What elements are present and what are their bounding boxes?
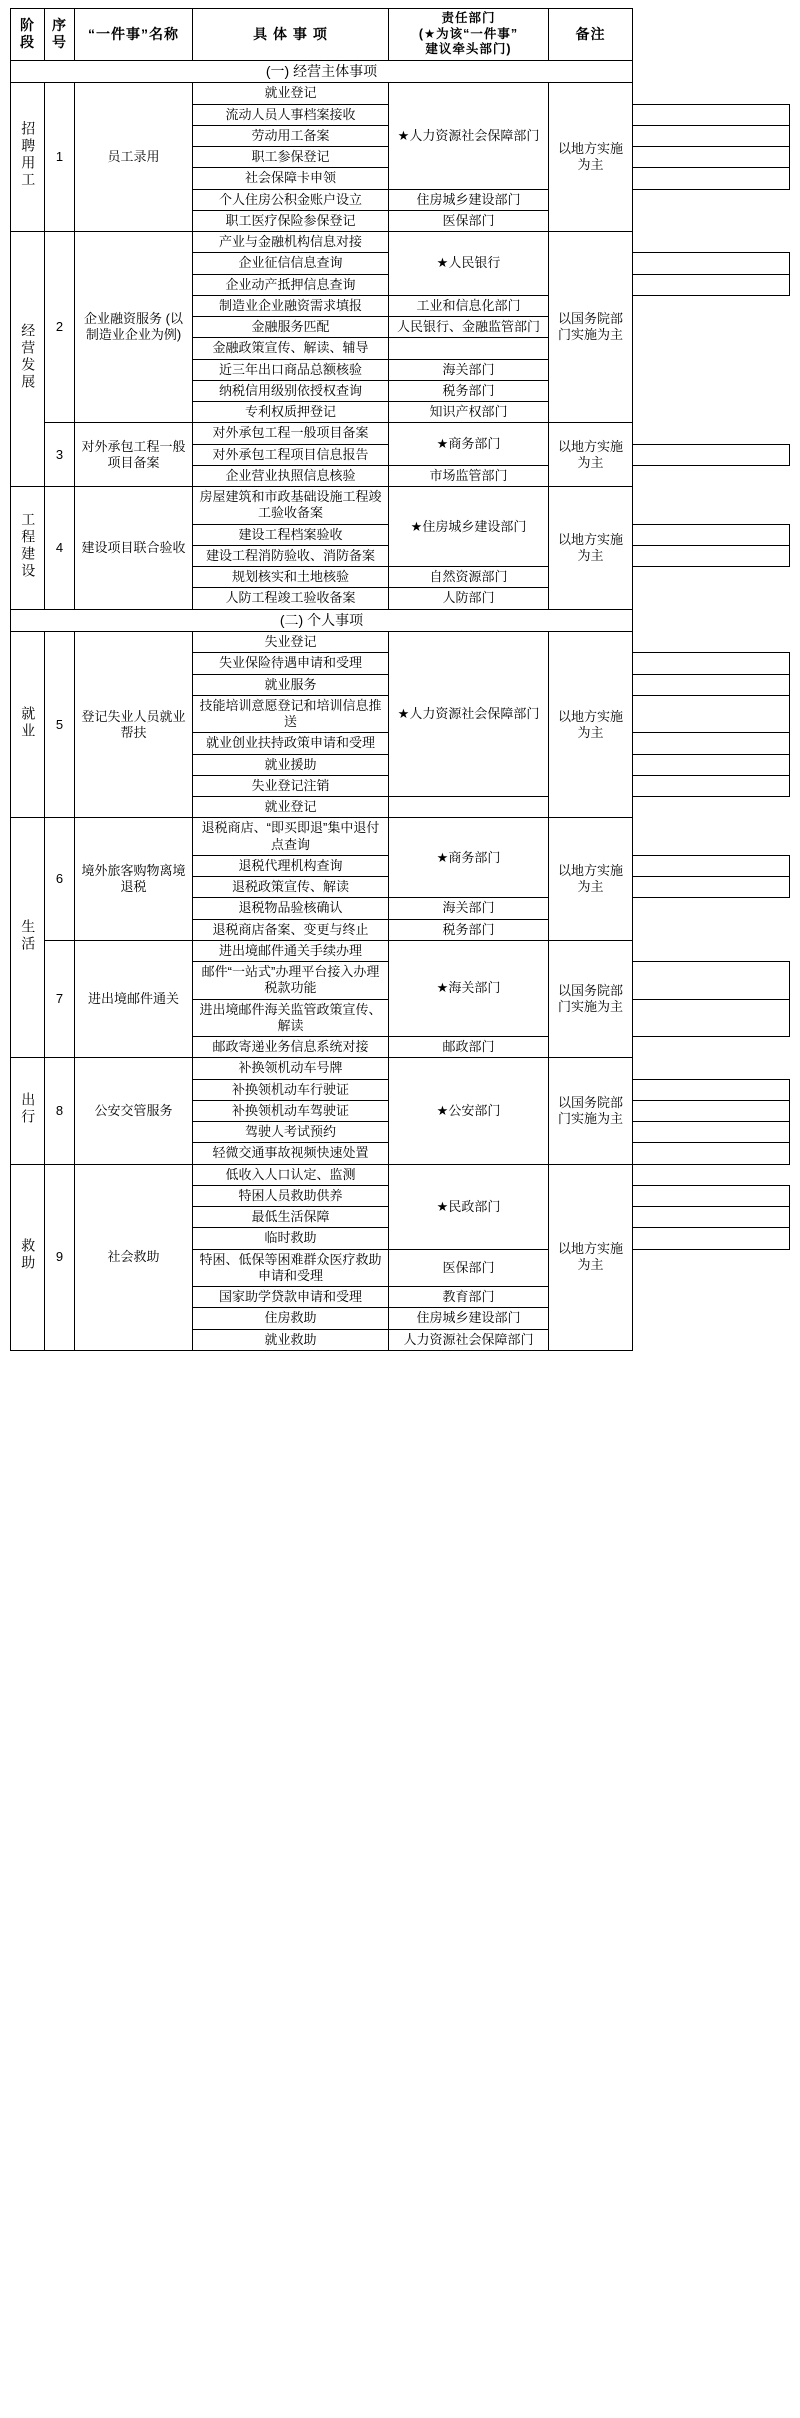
remark: 以地方实施为主 (549, 487, 633, 610)
matter-item: 就业援助 (193, 754, 389, 775)
table-row (11, 232, 790, 253)
matter-item: 就业登记 (193, 797, 389, 818)
responsible-department: ★民政部门 (389, 1164, 549, 1249)
section-label: (二) 个人事项 (11, 609, 633, 632)
matter-item: 就业登记 (193, 83, 389, 104)
responsible-department: 人防部门 (389, 588, 549, 609)
responsible-department: ★公安部门 (389, 1058, 549, 1164)
matter-item: 退税商店、“即买即退”集中退付点查询 (193, 818, 389, 856)
responsible-department (633, 545, 790, 566)
stage-cell (11, 818, 45, 1058)
matter-name: 境外旅客购物离境退税 (75, 818, 193, 941)
matter-item: 轻微交通事故视频快速处置 (193, 1143, 389, 1164)
responsible-department (633, 1079, 790, 1100)
section-row (11, 609, 790, 632)
remark: 以国务院部门实施为主 (549, 1058, 633, 1164)
header-department-line3: 建议牵头部门) (425, 42, 512, 57)
responsible-department (633, 999, 790, 1037)
matter-item: 建设工程消防验收、消防备案 (193, 545, 389, 566)
matter-name: 企业融资服务 (以制造业企业为例) (75, 232, 193, 423)
responsible-department: ★人力资源社会保障部门 (389, 632, 549, 797)
matter-item: 失业登记注销 (193, 775, 389, 796)
remark: 以地方实施为主 (549, 423, 633, 487)
matter-item: 社会保障卡申领 (193, 168, 389, 189)
responsible-department (633, 524, 790, 545)
remark: 以国务院部门实施为主 (549, 940, 633, 1058)
matter-item: 补换领机动车驾驶证 (193, 1100, 389, 1121)
row-number: 4 (45, 487, 75, 610)
matter-name: 对外承包工程一般项目备案 (75, 423, 193, 487)
header-remark: 备注 (549, 9, 633, 61)
header-name: “一件事”名称 (75, 9, 193, 61)
responsible-department: 人力资源社会保障部门 (389, 1329, 549, 1350)
stage-label: 就业 (20, 705, 37, 740)
matter-item: 补换领机动车号牌 (193, 1058, 389, 1079)
matters-table (10, 8, 790, 1351)
responsible-department (633, 147, 790, 168)
responsible-department (633, 1143, 790, 1164)
responsible-department (633, 855, 790, 876)
matter-item: 企业动产抵押信息查询 (193, 274, 389, 295)
header-items: 具 体 事 项 (193, 9, 389, 61)
responsible-department (633, 168, 790, 189)
responsible-department: 知识产权部门 (389, 402, 549, 423)
matter-item: 退税政策宣传、解读 (193, 877, 389, 898)
row-number: 7 (45, 940, 75, 1058)
stage-label: 招聘用工 (20, 121, 37, 190)
responsible-department: 工业和信息化部门 (389, 295, 549, 316)
responsible-department: ★人力资源社会保障部门 (389, 83, 549, 189)
header-department (389, 9, 549, 61)
responsible-department (633, 444, 790, 465)
matter-item: 临时救助 (193, 1228, 389, 1249)
matter-item: 失业登记 (193, 632, 389, 653)
matter-item: 金融政策宣传、解读、辅导 (193, 338, 389, 359)
matter-item: 退税商店备案、变更与终止 (193, 919, 389, 940)
stage-cell (11, 232, 45, 487)
responsible-department (633, 125, 790, 146)
responsible-department (633, 877, 790, 898)
matter-name: 建设项目联合验收 (75, 487, 193, 610)
matter-item: 特困、低保等困难群众医疗救助申请和受理 (193, 1249, 389, 1287)
stage-label: 经营发展 (20, 323, 37, 391)
stage-cell (11, 83, 45, 232)
matter-item: 企业征信信息查询 (193, 253, 389, 274)
row-number: 5 (45, 632, 75, 818)
stage-cell (11, 632, 45, 818)
matter-item: 失业保险待遇申请和受理 (193, 653, 389, 674)
responsible-department (633, 1122, 790, 1143)
matter-item: 特困人员救助供养 (193, 1185, 389, 1206)
responsible-department (633, 104, 790, 125)
stage-cell (11, 1058, 45, 1164)
matter-name: 员工录用 (75, 83, 193, 232)
stage-label: 出行 (20, 1091, 37, 1126)
responsible-department (633, 253, 790, 274)
matter-item: 制造业企业融资需求填报 (193, 295, 389, 316)
matter-item: 进出境邮件通关手续办理 (193, 940, 389, 961)
matter-name: 公安交管服务 (75, 1058, 193, 1164)
matter-name: 登记失业人员就业帮扶 (75, 632, 193, 818)
header-stage: 阶段 (11, 9, 45, 61)
responsible-department: 医保部门 (389, 1249, 549, 1287)
matter-item: 流动人员人事档案接收 (193, 104, 389, 125)
responsible-department (633, 274, 790, 295)
responsible-department: 人民银行、金融监管部门 (389, 317, 549, 338)
stage-cell (11, 1164, 45, 1350)
matter-item: 产业与金融机构信息对接 (193, 232, 389, 253)
matter-item: 职工医疗保险参保登记 (193, 210, 389, 231)
stage-label: 救助 (20, 1238, 37, 1273)
responsible-department: ★住房城乡建设部门 (389, 487, 549, 567)
section-row (11, 60, 790, 83)
responsible-department: 海关部门 (389, 898, 549, 919)
section-label: (一) 经营主体事项 (11, 60, 633, 83)
header-department-line1: 责任部门 (441, 11, 496, 25)
matter-item: 近三年出口商品总额核验 (193, 359, 389, 380)
matter-item: 劳动用工备案 (193, 125, 389, 146)
table-row (11, 1058, 790, 1079)
responsible-department (633, 1228, 790, 1249)
table-header (11, 9, 790, 61)
matter-item: 个人住房公积金账户设立 (193, 189, 389, 210)
responsible-department (633, 775, 790, 796)
matter-item: 技能培训意愿登记和培训信息推送 (193, 695, 389, 733)
responsible-department: 市场监管部门 (389, 465, 549, 486)
matter-item: 就业服务 (193, 674, 389, 695)
responsible-department (633, 1185, 790, 1206)
stage-label: 生活 (20, 918, 37, 953)
matter-item: 最低生活保障 (193, 1207, 389, 1228)
responsible-department: ★人民银行 (389, 232, 549, 296)
matter-item: 建设工程档案验收 (193, 524, 389, 545)
matter-item: 专利权质押登记 (193, 402, 389, 423)
responsible-department (633, 653, 790, 674)
matter-item: 就业创业扶持政策申请和受理 (193, 733, 389, 754)
matter-item: 规划核实和土地核验 (193, 567, 389, 588)
table-row (11, 423, 790, 444)
remark: 以地方实施为主 (549, 632, 633, 818)
table-body (11, 60, 790, 1350)
responsible-department (633, 674, 790, 695)
responsible-department: 住房城乡建设部门 (389, 1308, 549, 1329)
responsible-department: 住房城乡建设部门 (389, 189, 549, 210)
table-row (11, 632, 790, 653)
stage-label: 工程建设 (20, 511, 37, 580)
matter-item: 邮件“一站式”办理平台接入办理税款功能 (193, 962, 389, 1000)
matter-item: 企业营业执照信息核验 (193, 465, 389, 486)
responsible-department (633, 695, 790, 733)
matter-item: 纳税信用级别依授权查询 (193, 380, 389, 401)
matter-item: 住房救助 (193, 1308, 389, 1329)
matter-item: 金融服务匹配 (193, 317, 389, 338)
responsible-department (633, 733, 790, 754)
responsible-department (633, 1100, 790, 1121)
matter-item: 驾驶人考试预约 (193, 1122, 389, 1143)
responsible-department: ★商务部门 (389, 423, 549, 466)
row-number: 3 (45, 423, 75, 487)
responsible-department: 自然资源部门 (389, 567, 549, 588)
stage-cell (11, 487, 45, 610)
remark: 以地方实施为主 (549, 818, 633, 941)
matter-item: 进出境邮件海关监管政策宣传、解读 (193, 999, 389, 1037)
matter-item: 对外承包工程项目信息报告 (193, 444, 389, 465)
table-row (11, 818, 790, 856)
header-number: 序号 (45, 9, 75, 61)
responsible-department: 邮政部门 (389, 1037, 549, 1058)
row-number: 2 (45, 232, 75, 423)
responsible-department (633, 754, 790, 775)
responsible-department: 税务部门 (389, 919, 549, 940)
header-row (11, 9, 790, 61)
matter-name: 进出境邮件通关 (75, 940, 193, 1058)
matter-item: 补换领机动车行驶证 (193, 1079, 389, 1100)
table-row (11, 940, 790, 961)
remark: 以国务院部门实施为主 (549, 232, 633, 423)
row-number: 6 (45, 818, 75, 941)
responsible-department (633, 1207, 790, 1228)
matter-item: 职工参保登记 (193, 147, 389, 168)
responsible-department: 海关部门 (389, 359, 549, 380)
matter-item: 退税物品验核确认 (193, 898, 389, 919)
row-number: 1 (45, 83, 75, 232)
matter-name: 社会救助 (75, 1164, 193, 1350)
remark: 以地方实施为主 (549, 83, 633, 232)
table-row (11, 487, 790, 525)
responsible-department: 教育部门 (389, 1287, 549, 1308)
responsible-department: ★海关部门 (389, 940, 549, 1036)
table-row (11, 83, 790, 104)
row-number: 8 (45, 1058, 75, 1164)
responsible-department (633, 962, 790, 1000)
matter-item: 国家助学贷款申请和受理 (193, 1287, 389, 1308)
matter-item: 房屋建筑和市政基础设施工程竣工验收备案 (193, 487, 389, 525)
row-number: 9 (45, 1164, 75, 1350)
matter-item: 人防工程竣工验收备案 (193, 588, 389, 609)
responsible-department: 医保部门 (389, 210, 549, 231)
matter-item: 邮政寄递业务信息系统对接 (193, 1037, 389, 1058)
matter-item: 低收入人口认定、监测 (193, 1164, 389, 1185)
responsible-department: 税务部门 (389, 380, 549, 401)
table-row (11, 1164, 790, 1185)
remark: 以地方实施为主 (549, 1164, 633, 1350)
matter-item: 就业救助 (193, 1329, 389, 1350)
matter-item: 对外承包工程一般项目备案 (193, 423, 389, 444)
matter-item: 退税代理机构查询 (193, 855, 389, 876)
responsible-department: ★商务部门 (389, 818, 549, 898)
header-department-line2: (★为该“一件事” (418, 26, 519, 41)
